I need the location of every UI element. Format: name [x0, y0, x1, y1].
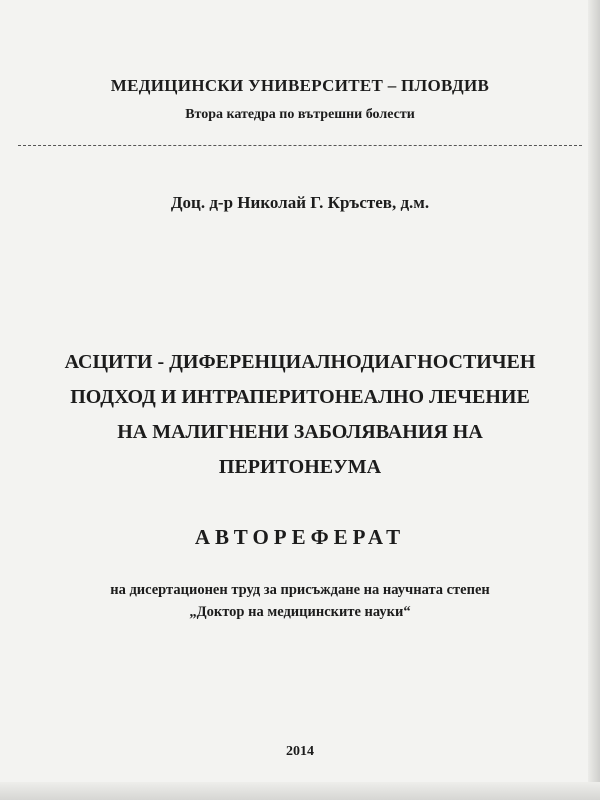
degree-description [0, 579, 600, 623]
title-line: АСЦИТИ - ДИФЕРЕНЦИАЛНОДИАГНОСТИЧЕН [64, 351, 536, 373]
title-line: ПОДХОД И ИНТРАПЕРИТОНЕАЛНО ЛЕЧЕНИЕ [70, 386, 530, 408]
dissertation-title [0, 345, 600, 485]
author-name: Доц. д-р Николай Г. Кръстев, д.м. [170, 193, 430, 212]
dashed-divider [18, 145, 582, 146]
publication-year: 2014 [286, 744, 314, 759]
title-line: ПЕРИТОНЕУМА [218, 456, 382, 478]
subtitle-line: „Доктор на медицинските науки“ [189, 604, 411, 620]
department-name: Втора катедра по вътрешни болести [185, 107, 415, 122]
university-name: МЕДИЦИНСКИ УНИВЕРСИТЕТ – ПЛОВДИВ [110, 76, 490, 95]
title-line: НА МАЛИГНЕНИ ЗАБОЛЯВАНИЯ НА [117, 421, 483, 443]
page-bottom-shadow [0, 782, 600, 800]
document-type-heading: АВТОРЕФЕРАТ [194, 525, 406, 549]
subtitle-line: на дисертационен труд за присъждане на научната степен [110, 582, 490, 598]
